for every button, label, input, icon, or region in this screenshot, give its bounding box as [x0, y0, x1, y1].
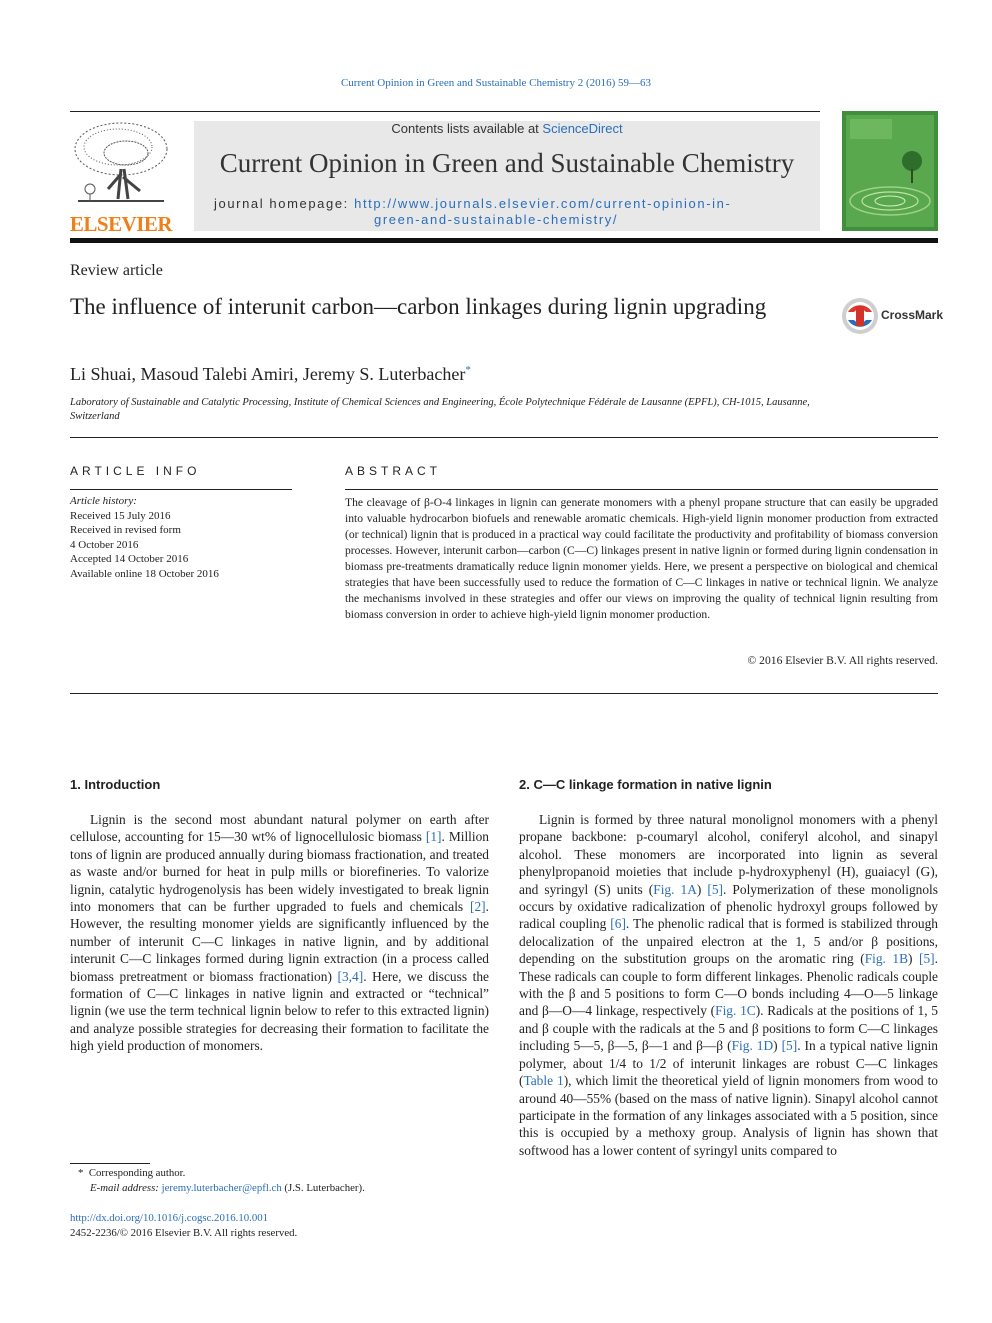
abstract-heading: ABSTRACT [345, 464, 442, 478]
homepage-label: journal homepage: [214, 196, 355, 211]
citation-link[interactable]: [5] [781, 1038, 798, 1054]
text-run: . The phenolic radical that is formed is stabilized through delocalization of the unpaired electron at the 1, 5 and/or β positions, depending on the substitution groups on the aromatic ring ( [519, 916, 938, 967]
abstract-text: The cleavage of β-O-4 linkages in lignin can generate monomers with a phenyl propane structure that can easily be upgraded into valuable hydrocarbon biofuels and renewable aromatic chemicals. High-yield lignin monomer production from extracted (or technical) lignin that is produced in a practical way could facilitate the productivity and profitability of biomass conversion processes. However, interunit carbon—carbon (C—C) linkages present in native lignin or formed during lignin condensation in biomass pre-treatments dramatically reduce lignin monomer yields. Here, we present a perspective on biological and chemical strategies that have been successfully used to reduce the formation of C—C linkages in native or technical lignin. We analyze the mechanisms involved in these strategies and offer our views on improving the quality of technical lignin resulting from biomass conversion in order to achieve high-yield lignin monomer production. [345, 496, 938, 621]
header-top-rule [70, 111, 820, 112]
sciencedirect-link[interactable]: ScienceDirect [542, 121, 623, 136]
journal-name: Current Opinion in Green and Sustainable Chemistry [219, 148, 795, 178]
history-item: Accepted 14 October 2016 [70, 553, 189, 565]
issn-line: 2452-2236/© 2016 Elsevier B.V. All rights reserved. [70, 1227, 298, 1239]
text-run: . These radicals can couple to form different linkages. Phenolic radicals couple with the β and 5 positions to form C—O bonds including 4—O—5 linkage and β—O—4 linkage, respectively ( [519, 951, 939, 1019]
article-title: The influence of interunit carbon—carbon linkages during lignin upgrading [70, 294, 767, 319]
crossmark-badge[interactable] [840, 296, 944, 336]
header-thick-rule [70, 238, 938, 243]
citation-link[interactable]: [3,4] [337, 968, 364, 984]
rule-above-info [70, 437, 938, 438]
text-run: . Million tons of lignin are produced annually during biomass fractionation, and treated as waste and/or burned for heat in pulp mills or biorefineries. To valorize lignin, catalytic hydrogenolysis has been widely investigated to break lignin into monomers that can be further upgraded to fuels and chemicals [70, 829, 490, 915]
authors-text: Li Shuai, Masoud Talebi Amiri, Jeremy S. Luterbacher [70, 364, 466, 384]
author-list [70, 364, 471, 385]
email-link[interactable]: jeremy.luterbacher@epfl.ch [161, 1182, 282, 1194]
text-run: . However, the resulting monomer yields are significantly influenced by the number of interunit C—C linkages in native lignin, and by additional interunit C—C linkages formed during lignin extraction (in a process called biomass pretreatment or biomass fractionation) [70, 899, 489, 984]
figure-link[interactable]: Fig. 1C [715, 1003, 756, 1019]
section-2-heading: 2. C—C linkage formation in native lignin [519, 777, 772, 792]
rule-below-abstract [70, 693, 938, 694]
history-item: Received 15 July 2016 [70, 509, 171, 522]
text-run: . Here, we discuss the formation of C—C linkages in native lignin and extracted or “technical” lignin (we use the term technical lignin below to refer to this extracted lignin) and analyze possible strategies for decreasing their formation to facilitate the high yield production of monomers. [70, 968, 489, 1054]
text-run: ) [773, 1038, 782, 1054]
text-run: . In a typical native lignin polymer, about 1/4 to 1/2 of interunit linkages are robust C—C linkages ( [519, 1038, 938, 1089]
footnote-corresponding [78, 1166, 185, 1181]
article-type: Review article [70, 262, 163, 279]
footnote-mark: * [78, 1167, 84, 1179]
doi-link[interactable]: http://dx.doi.org/10.1016/j.cogsc.2016.10.001 [70, 1212, 269, 1224]
table-link[interactable]: Table 1 [523, 1073, 564, 1089]
text-run: ) [696, 881, 708, 897]
contents-prefix: Contents lists available at [391, 121, 543, 136]
text-run: ). Radicals at the positions of 1, 5 and β couple with the radicals at the 5 and β positions to form C—C linkages including 5—5, β—5, β—1 and β—β ( [519, 1003, 938, 1054]
article-info-rule [70, 489, 292, 490]
abstract-copyright: © 2016 Elsevier B.V. All rights reserved. [747, 654, 938, 667]
journal-homepage [214, 196, 814, 228]
elsevier-wordmark: ELSEVIER [69, 212, 173, 236]
article-info-heading: ARTICLE INFO [70, 464, 201, 478]
text-run: Lignin is formed by three natural monolignol monomers with a phenyl propane backbone: p-coumaryl alcohol, coniferyl alcohol, and sinapyl alcohol. These monomers are incorporated into lignin as several phenylpropanoid moieties that include p-hydroxyphenyl (H), guaiacyl (G), and syringyl (S) units ( [519, 812, 938, 897]
section-2-paragraph [519, 811, 938, 1159]
text-run: ), which limit the theoretical yield of lignin monomers from wood to around 40—55% (based on the mass of native lignin). Sinapyl alcohol cannot participate in the formation of any linkages associated with a 5 position, since this is occupied by a methoxy group. Analysis of lignin has shown that softwood has a lower content of syringyl units compared to [519, 1073, 938, 1158]
crossmark-icon [840, 296, 880, 336]
citation-link[interactable]: [5] [707, 881, 724, 897]
footnote-email [90, 1181, 365, 1196]
citation-link[interactable]: [6] [610, 916, 626, 932]
crossmark-label: CrossMark [881, 308, 944, 322]
footnote-rule [70, 1163, 150, 1164]
text-run: ) [908, 951, 920, 967]
footnote-corresponding-text: Corresponding author. [88, 1167, 186, 1179]
corresponding-author-mark[interactable]: * [465, 364, 471, 376]
elsevier-tree-icon [68, 119, 174, 209]
homepage-link[interactable]: http://www.journals.elsevier.com/current-opinion-in- [354, 196, 732, 211]
text-run: Lignin is the second most abundant natural polymer on earth after cellulose, accounting for 15—30 wt% of lignocellulosic biomass [70, 812, 489, 845]
citation-link[interactable]: [2] [470, 899, 486, 915]
figure-link[interactable]: Fig. 1A [653, 881, 697, 897]
citation-link[interactable]: [5] [919, 951, 935, 967]
article-history [70, 494, 310, 581]
email-suffix: (J.S. Luterbacher). [281, 1182, 365, 1194]
figure-link[interactable]: Fig. 1D [731, 1038, 774, 1054]
contents-line [194, 121, 820, 136]
text-run: . Polymerization of these monolignols occurs by oxidative radicalization of phenolic hydroxyl groups followed by radical coupling [519, 881, 938, 932]
journal-cover-image[interactable] [842, 111, 938, 231]
citation-link[interactable]: [1] [425, 829, 442, 845]
section-1-paragraph [70, 811, 489, 1055]
section-1-heading: 1. Introduction [70, 777, 161, 792]
history-item: Received in revised form [70, 524, 181, 536]
affiliation: Laboratory of Sustainable and Catalytic Processing, Institute of Chemical Sciences and Engineering, École Polytechnique Fédérale de Lausanne (EPFL), CH-1015, Lausanne, Switzerland [70, 397, 810, 422]
journal-citation[interactable]: Current Opinion in Green and Sustainable Chemistry 2 (2016) 59—63 [340, 77, 652, 89]
homepage-link-cont[interactable]: green-and-sustainable-chemistry/ [374, 212, 619, 227]
history-label: Article history: [70, 495, 137, 507]
abstract-rule [345, 489, 938, 490]
journal-cover-icon [842, 111, 938, 231]
email-label: E-mail address: [90, 1182, 162, 1194]
history-item: Available online 18 October 2016 [70, 567, 219, 580]
figure-link[interactable]: Fig. 1B [864, 951, 909, 967]
history-item: 4 October 2016 [70, 538, 139, 551]
